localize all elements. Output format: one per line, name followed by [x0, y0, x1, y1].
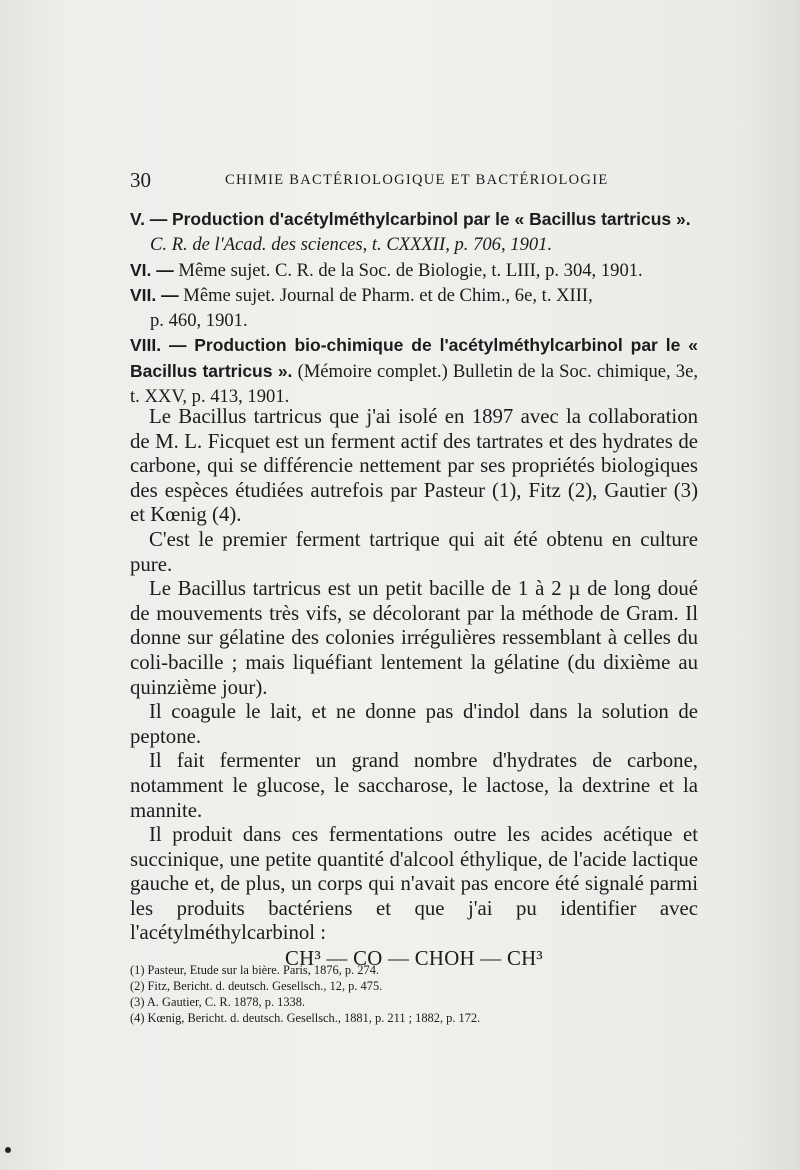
paragraph: Le Bacillus tartricus que j'ai isolé en 1897 avec la collaboration de M. L. Ficquet est un ferment actif des tartrates et des hydrates de carbone, qui se différencie nettement par ses propriétés biologiques des espèces étudiées autrefois par Pasteur (1), Fitz (2), Gautier (3) et Kœnig (4). [130, 405, 698, 527]
running-title: CHIMIE BACTÉRIOLOGIQUE ET BACTÉRIOLOGIE [225, 172, 609, 188]
paragraph: Il produit dans ces fermentations outre les acides acétique et succinique, une petite quantité d'alcool éthylique, de l'acide lactique gauche et, de plus, un corps qui n'avait pas encore été signalé parmi les produits bactériens et que j'ai pu identifier avec l'acétylméthylcarbinol : [130, 823, 698, 945]
publication-list [130, 207, 698, 409]
footnote: (3) A. Gautier, C. R. 1878, p. 1338. [130, 995, 306, 1009]
footnote: (1) Pasteur, Etude sur la bière. Paris, 1876, p. 274. [130, 963, 379, 977]
publication-entry-vii: VII. — Même sujet. Journal de Pharm. et de Chim., 6e, t. XIII, p. 460, 1901. [130, 284, 593, 332]
paragraph: Il fait fermenter un grand nombre d'hydrates de carbone, notamment le glucose, le saccharose, le lactose, la dextrine et la mannite. [130, 749, 698, 822]
paragraph: Il coagule le lait, et ne donne pas d'indol dans la solution de peptone. [130, 700, 698, 748]
page-number: 30 [130, 168, 151, 192]
paragraph: Le Bacillus tartricus est un petit bacille de 1 à 2 µ de long doué de mouvements très vifs, se décolorant par la méthode de Gram. Il donne sur gélatine des colonies irrégulières ressemblant à celles du coli-bacille ; mais liquéfiant lentement la gélatine (du dixième au quinzième jour). [130, 577, 698, 699]
publication-entry-vi: VI. — Même sujet. C. R. de la Soc. de Biologie, t. LIII, p. 304, 1901. [130, 259, 643, 281]
body-text [130, 405, 698, 972]
publication-entry-v: V. — Production d'acétylméthylcarbinol par le « Bacillus tartricus ». C. R. de l'Acad. des sciences, t. CXXXII, p. 706, 1901. [130, 209, 691, 256]
page-header [130, 168, 698, 196]
publication-entry-viii: VIII. — Production bio-chimique de l'acétylméthylcarbinol par le « Bacillus tartricus ». (Mémoire complet.) Bulletin de la Soc. chimique, 3e, t. XXV, p. 413, 1901. [130, 335, 699, 408]
ink-speck [5, 1147, 11, 1153]
footnotes [130, 962, 698, 1026]
chemical-formula: CH³ — CO — CHOH — CH³ [285, 947, 543, 971]
paragraph: C'est le premier ferment tartrique qui ait été obtenu en culture pure. [130, 527, 698, 576]
footnote: (2) Fitz, Bericht. d. deutsch. Gesellsch., 12, p. 475. [130, 979, 383, 993]
footnote: (4) Kœnig, Bericht. d. deutsch. Gesellsch., 1881, p. 211 ; 1882, p. 172. [130, 1011, 481, 1025]
